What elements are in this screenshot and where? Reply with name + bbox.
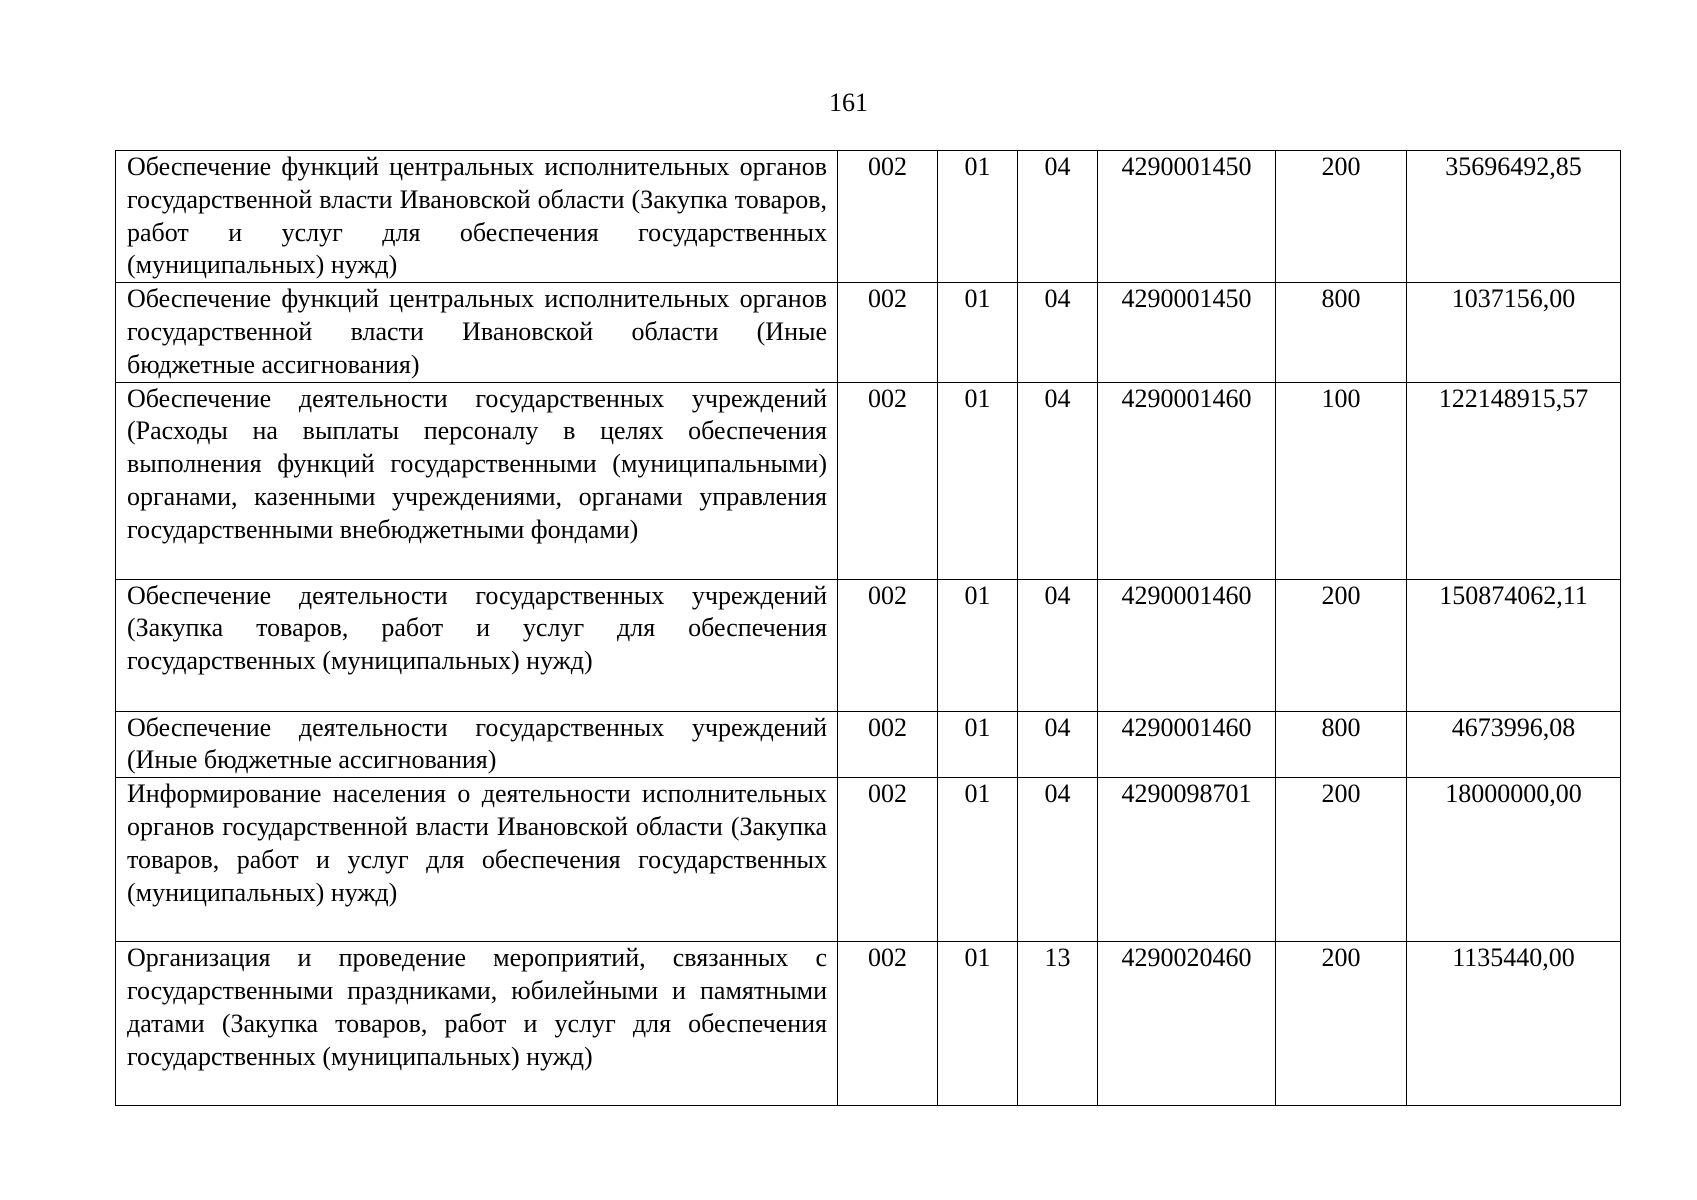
target-article-code: 4290001450 bbox=[1098, 151, 1276, 283]
section-code: 01 bbox=[938, 778, 1018, 942]
amount-value: 1037156,00 bbox=[1407, 283, 1621, 382]
table-row bbox=[116, 579, 1621, 711]
ministry-code: 002 bbox=[838, 942, 938, 1106]
subsection-code: 04 bbox=[1018, 382, 1098, 579]
section-code: 01 bbox=[938, 382, 1018, 579]
target-article-code: 4290098701 bbox=[1098, 778, 1276, 942]
amount-value: 1135440,00 bbox=[1407, 942, 1621, 1106]
row-description: Обеспечение деятельности государственных учреждений (Иные бюджетные ассигнования) bbox=[116, 711, 838, 778]
subsection-code: 04 bbox=[1018, 711, 1098, 778]
row-description: Организация и проведение мероприятий, связанных с государственными праздниками, юбилейными и памятными датами (Закупка товаров, работ и услуг для обеспечения государственных (муниципальных) нужд) bbox=[116, 942, 838, 1106]
amount-value: 150874062,11 bbox=[1407, 579, 1621, 711]
target-article-code: 4290001460 bbox=[1098, 382, 1276, 579]
ministry-code: 002 bbox=[838, 283, 938, 382]
target-article-code: 4290020460 bbox=[1098, 942, 1276, 1106]
ministry-code: 002 bbox=[838, 382, 938, 579]
budget-table bbox=[115, 150, 1621, 1106]
expense-type-code: 200 bbox=[1276, 151, 1407, 283]
table-row bbox=[116, 778, 1621, 942]
row-description: Обеспечение функций центральных исполнительных органов государственной власти Ивановской области (Иные бюджетные ассигнования) bbox=[116, 283, 838, 382]
target-article-code: 4290001460 bbox=[1098, 711, 1276, 778]
section-code: 01 bbox=[938, 711, 1018, 778]
page-number: 161 bbox=[829, 88, 868, 117]
table-row bbox=[116, 283, 1621, 382]
amount-value: 4673996,08 bbox=[1407, 711, 1621, 778]
table-row bbox=[116, 382, 1621, 579]
row-description: Обеспечение деятельности государственных учреждений (Расходы на выплаты персоналу в целях обеспечения выполнения функций государственными (муниципальными) органами, казенными учреждениями, органами управления государственными внебюджетными фондами) bbox=[116, 382, 838, 579]
section-code: 01 bbox=[938, 942, 1018, 1106]
expense-type-code: 200 bbox=[1276, 579, 1407, 711]
expense-type-code: 800 bbox=[1276, 283, 1407, 382]
table-row bbox=[116, 151, 1621, 283]
subsection-code: 13 bbox=[1018, 942, 1098, 1106]
ministry-code: 002 bbox=[838, 778, 938, 942]
subsection-code: 04 bbox=[1018, 151, 1098, 283]
amount-value: 35696492,85 bbox=[1407, 151, 1621, 283]
expense-type-code: 200 bbox=[1276, 778, 1407, 942]
table-row bbox=[116, 942, 1621, 1106]
target-article-code: 4290001460 bbox=[1098, 579, 1276, 711]
section-code: 01 bbox=[938, 283, 1018, 382]
amount-value: 18000000,00 bbox=[1407, 778, 1621, 942]
subsection-code: 04 bbox=[1018, 579, 1098, 711]
row-description: Обеспечение деятельности государственных учреждений (Закупка товаров, работ и услуг для обеспечения государственных (муниципальных) нужд) bbox=[116, 579, 838, 711]
expense-type-code: 800 bbox=[1276, 711, 1407, 778]
ministry-code: 002 bbox=[838, 579, 938, 711]
row-description: Информирование населения о деятельности исполнительных органов государственной власти Ивановской области (Закупка товаров, работ и услуг для обеспечения государственных (муниципальных) нужд) bbox=[116, 778, 838, 942]
section-code: 01 bbox=[938, 579, 1018, 711]
table-row bbox=[116, 711, 1621, 778]
target-article-code: 4290001450 bbox=[1098, 283, 1276, 382]
ministry-code: 002 bbox=[838, 711, 938, 778]
expense-type-code: 100 bbox=[1276, 382, 1407, 579]
amount-value: 122148915,57 bbox=[1407, 382, 1621, 579]
row-description: Обеспечение функций центральных исполнительных органов государственной власти Ивановской области (Закупка товаров, работ и услуг для обеспечения государственных (муниципальных) нужд) bbox=[116, 151, 838, 283]
section-code: 01 bbox=[938, 151, 1018, 283]
subsection-code: 04 bbox=[1018, 283, 1098, 382]
subsection-code: 04 bbox=[1018, 778, 1098, 942]
ministry-code: 002 bbox=[838, 151, 938, 283]
expense-type-code: 200 bbox=[1276, 942, 1407, 1106]
